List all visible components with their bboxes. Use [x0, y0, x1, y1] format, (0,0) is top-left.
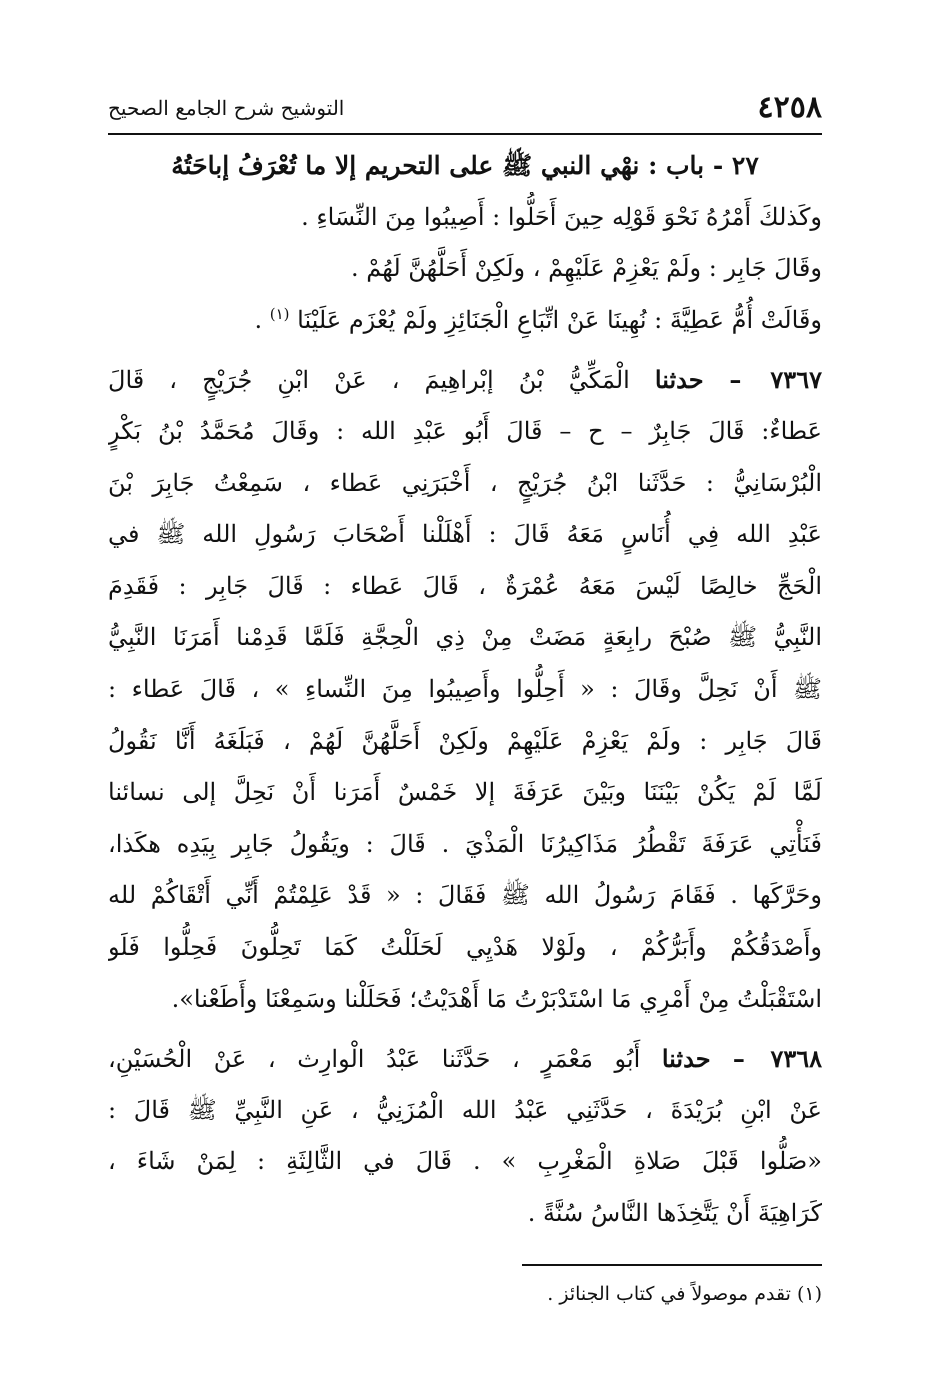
- hadith-line: عَنْ ابْنِ بُرَيْدَةَ ، حَدَّثَنِي عَبْدُ الله الْمُزَنِيُّ ، عَنِ النَّبِيِّ ﷺ قَالَ :: [108, 1095, 822, 1124]
- hadith-first-line: [108, 354, 822, 406]
- footnote-reference: (١): [269, 304, 290, 323]
- hadith-lead: – حدثنا: [654, 365, 742, 395]
- intro-line: وكَذلكَ أَمْرُهُ نَحْوَ قَوْلِه حِينَ أَحَلُّوا : أَصِيبُوا مِنَ النِّسَاءِ .: [301, 202, 822, 231]
- body-text: [108, 140, 822, 1239]
- intro-line-end: .: [254, 305, 270, 334]
- hadith-line: كَرَاهِيَةَ أَنْ يَتَّخِذَها النَّاسُ سُنَّةً .: [527, 1198, 822, 1227]
- hadith-first-line: [108, 1033, 822, 1085]
- intro-line: [108, 295, 822, 347]
- hadith-line: عَطاءٌ: قَالَ جَابِرٌ – ح – قَالَ أَبُو عَبْدِ الله : وقَالَ مُحَمَّدُ بْنُ بَكْرٍ: [108, 416, 822, 445]
- hadith-number: ٧٣٦٨: [770, 1044, 822, 1074]
- page-header: [108, 86, 822, 130]
- running-title: التوشيح شرح الجامع الصحيح: [108, 96, 345, 120]
- chapter-title: ٢٧ - باب : نهْي النبي ﷺ على التحريم إلا ما تُعْرَفُ إباحَتُهُ: [171, 151, 759, 180]
- hadith-line: الْبُرْسَانِيُّ : حَدَّثَنا ابْنُ جُرَيْجٍ ، أَخْبَرَنِي عَطاء ، سَمِعْتُ جَابِرَ بْنَ: [108, 468, 822, 497]
- hadith-line: اسْتَقْبَلْتُ مِنْ أَمْرِي مَا اسْتَدْبَرْتُ مَا أَهْدَيْتُ؛ فَحَلَلْنا وسَمِعْنَا وأَطَعْنا».: [171, 984, 822, 1013]
- hadith-line: فَنَأْتِي عَرَفَةَ تَقْطُرُ مَذَاكِيرُنَا الْمَذْيَ . قَالَ : ويَقُولُ جَابِر بِيَدِه هكَذا،: [108, 829, 822, 858]
- intro-line: وقَالَ جَابِر : ولَمْ يَعْزِمْ عَلَيْهِمْ ، ولَكِنْ أَحَلَّهُنَّ لَهُمْ .: [351, 254, 822, 283]
- hadith-lead: – حدثنا: [661, 1044, 745, 1074]
- hadith-line: «صَلُّوا قَبْلَ صَلاةِ الْمَغْرِبِ » . قَالَ في الثَّالِثَةِ : لِمَنْ شَاءَ ،: [108, 1147, 822, 1176]
- footnote: (١) تقدم موصولاً في كتاب الجنائز .: [547, 1283, 822, 1305]
- hadith-line: وأَصْدَقُكُمْ وأَبَرُّكُمْ ، ولَوْلا هَدْيِي لَحَلَلْتُ كَمَا تَحِلُّونَ فَحِلُّوا فَلَو: [108, 932, 822, 961]
- hadith-line: ﷺ أَنْ نَحِلَّ وقَالَ : « أَحِلُّوا وأَصِيبُوا مِنَ النِّساءِ » ، قَالَ عَطاء :: [108, 674, 822, 703]
- header-rule: [108, 133, 822, 135]
- hadith-line: وحَرَّكَها . فَقَامَ رَسُولُ الله ﷺ فَقَالَ : « قَدْ عَلِمْتُمْ أَنِّي أَتْقَاكُمْ لله: [108, 881, 822, 910]
- footnote-rule: [522, 1264, 822, 1266]
- hadith-line: النَّبِيُّ ﷺ صُبْحَ رابِعَةٍ مَضَتْ مِنْ ذِي الْحِجَّةِ فَلَمَّا قَدِمْنا أَمَرَنَا النَّبِيُّ: [108, 623, 822, 652]
- hadith-line-text: أَبُو مَعْمَرٍ ، حَدَّثَنا عَبْدُ الْوارِث ، عَنْ الْحُسَيْنِ،: [108, 1045, 641, 1074]
- hadith-number: ٧٣٦٧: [770, 365, 822, 395]
- paragraph-gap: [108, 1025, 822, 1033]
- intro-line-text: وقَالَتْ أُمُّ عَطِيَّةَ : نُهِينَا عَنْ اتِّبَاعِ الْجَنَائِزِ ولَمْ يُعْزَم عَلَيْنَا: [297, 305, 822, 334]
- hadith-line-text: الْمَكِّيُّ بْنُ إبْراهِيمَ ، عَنْ ابْنِ جُرَيْجٍ ، قَالَ: [108, 366, 630, 395]
- page-number: ٤٢٥٨: [757, 90, 822, 125]
- hadith-line: الْحَجِّ خالِصًا لَيْسَ مَعَهُ عُمْرَةٌ ، قَالَ عَطاء : قَالَ جَابِر : فَقَدِمَ: [108, 571, 822, 600]
- hadith-line: قَالَ جَابِر : ولَمْ يَعْزِمْ عَلَيْهِمْ ولَكِنْ أَحَلَّهُنَّ لَهُمْ ، فَبَلَغَهُ أَنَّا نَقُولُ: [108, 726, 822, 755]
- hadith-line: لَمَّا لَمْ يَكُنْ بَيْنَنَا وبَيْنَ عَرَفَةَ إلا خَمْسٌ أَمَرَنا أَنْ نَحِلَّ إلى نسائنا: [108, 778, 822, 807]
- paragraph-gap: [108, 346, 822, 354]
- hadith-line: عَبْدِ الله فِي أُنَاسٍ مَعَهُ قَالَ : أَهْلَلْنا أَصْحَابَ رَسُولِ الله ﷺ في: [108, 520, 822, 549]
